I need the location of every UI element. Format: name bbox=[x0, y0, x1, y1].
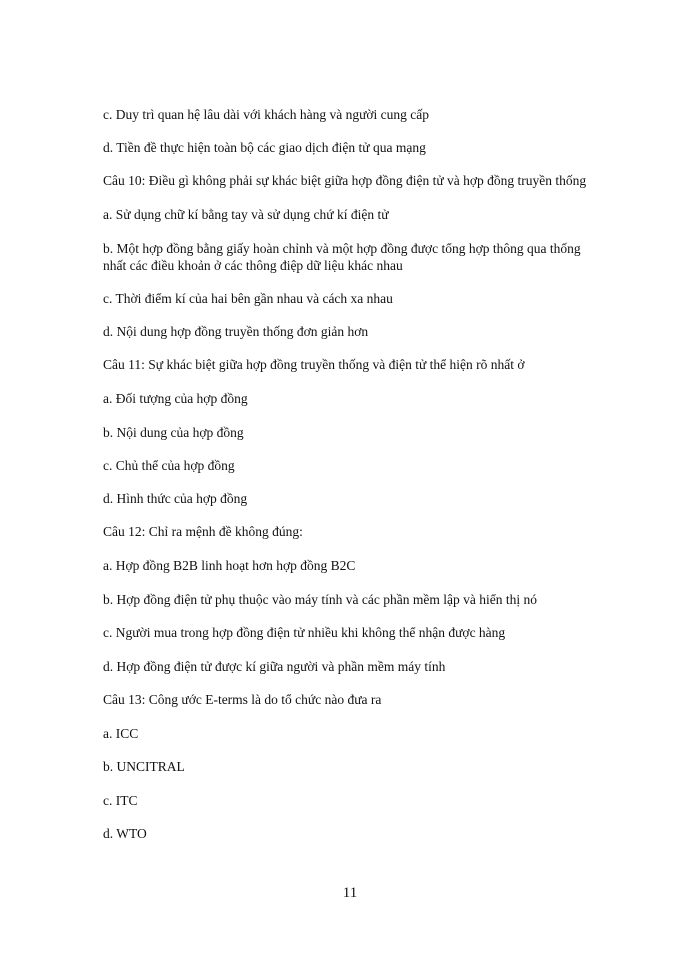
text-line: b. Hợp đồng điện tử phụ thuộc vào máy tính và các phần mềm lập và hiển thị nó bbox=[103, 592, 537, 607]
text-line: b. UNCITRAL bbox=[103, 759, 185, 774]
text-line: d. Nội dung hợp đồng truyền thống đơn giản hơn bbox=[103, 324, 369, 339]
text-line: a. Đối tượng của hợp đồng bbox=[103, 391, 248, 406]
text-line: d. Hình thức của hợp đồng bbox=[103, 491, 248, 506]
text-line: c. ITC bbox=[103, 793, 138, 808]
text-line: c. Chủ thể của hợp đồng bbox=[103, 458, 235, 473]
page-number: 11 bbox=[342, 885, 358, 901]
question-10: Câu 10: Điều gì không phải sự khác biệt giữa hợp đồng điện tử và hợp đồng truyền thống bbox=[103, 173, 587, 188]
text-line: d. Tiền đề thực hiện toàn bộ các giao dịch điện tử qua mạng bbox=[103, 140, 426, 155]
question-13: Câu 13: Công ước E-terms là do tổ chức nào đưa ra bbox=[103, 692, 382, 707]
text-line: b. Nội dung của hợp đồng bbox=[103, 425, 244, 440]
text-line: b. Một hợp đồng bằng giấy hoàn chỉnh và một hợp đồng được tổng hợp thông qua thống nhất các điều khoản ở các thông điệp dữ liệu khác nhau bbox=[103, 241, 581, 273]
text-line: a. Hợp đồng B2B linh hoạt hơn hợp đồng B2C bbox=[103, 558, 356, 573]
text-line: c. Người mua trong hợp đồng điện tử nhiều khi không thể nhận được hàng bbox=[103, 625, 506, 640]
text-line: a. ICC bbox=[103, 726, 139, 741]
text-line: d. WTO bbox=[103, 826, 147, 841]
text-line: d. Hợp đồng điện tử được kí giữa người và phần mềm máy tính bbox=[103, 659, 446, 674]
text-line: c. Thời điểm kí của hai bên gần nhau và cách xa nhau bbox=[103, 291, 393, 306]
text-line: c. Duy trì quan hệ lâu dài với khách hàng và người cung cấp bbox=[103, 107, 429, 122]
question-11: Câu 11: Sự khác biệt giữa hợp đồng truyền thống và điện tử thể hiện rõ nhất ở bbox=[103, 357, 525, 372]
text-line: a. Sử dụng chữ kí bằng tay và sử dụng chứ kí điện tử bbox=[103, 207, 389, 222]
question-12: Câu 12: Chỉ ra mệnh đề không đúng: bbox=[103, 524, 303, 539]
